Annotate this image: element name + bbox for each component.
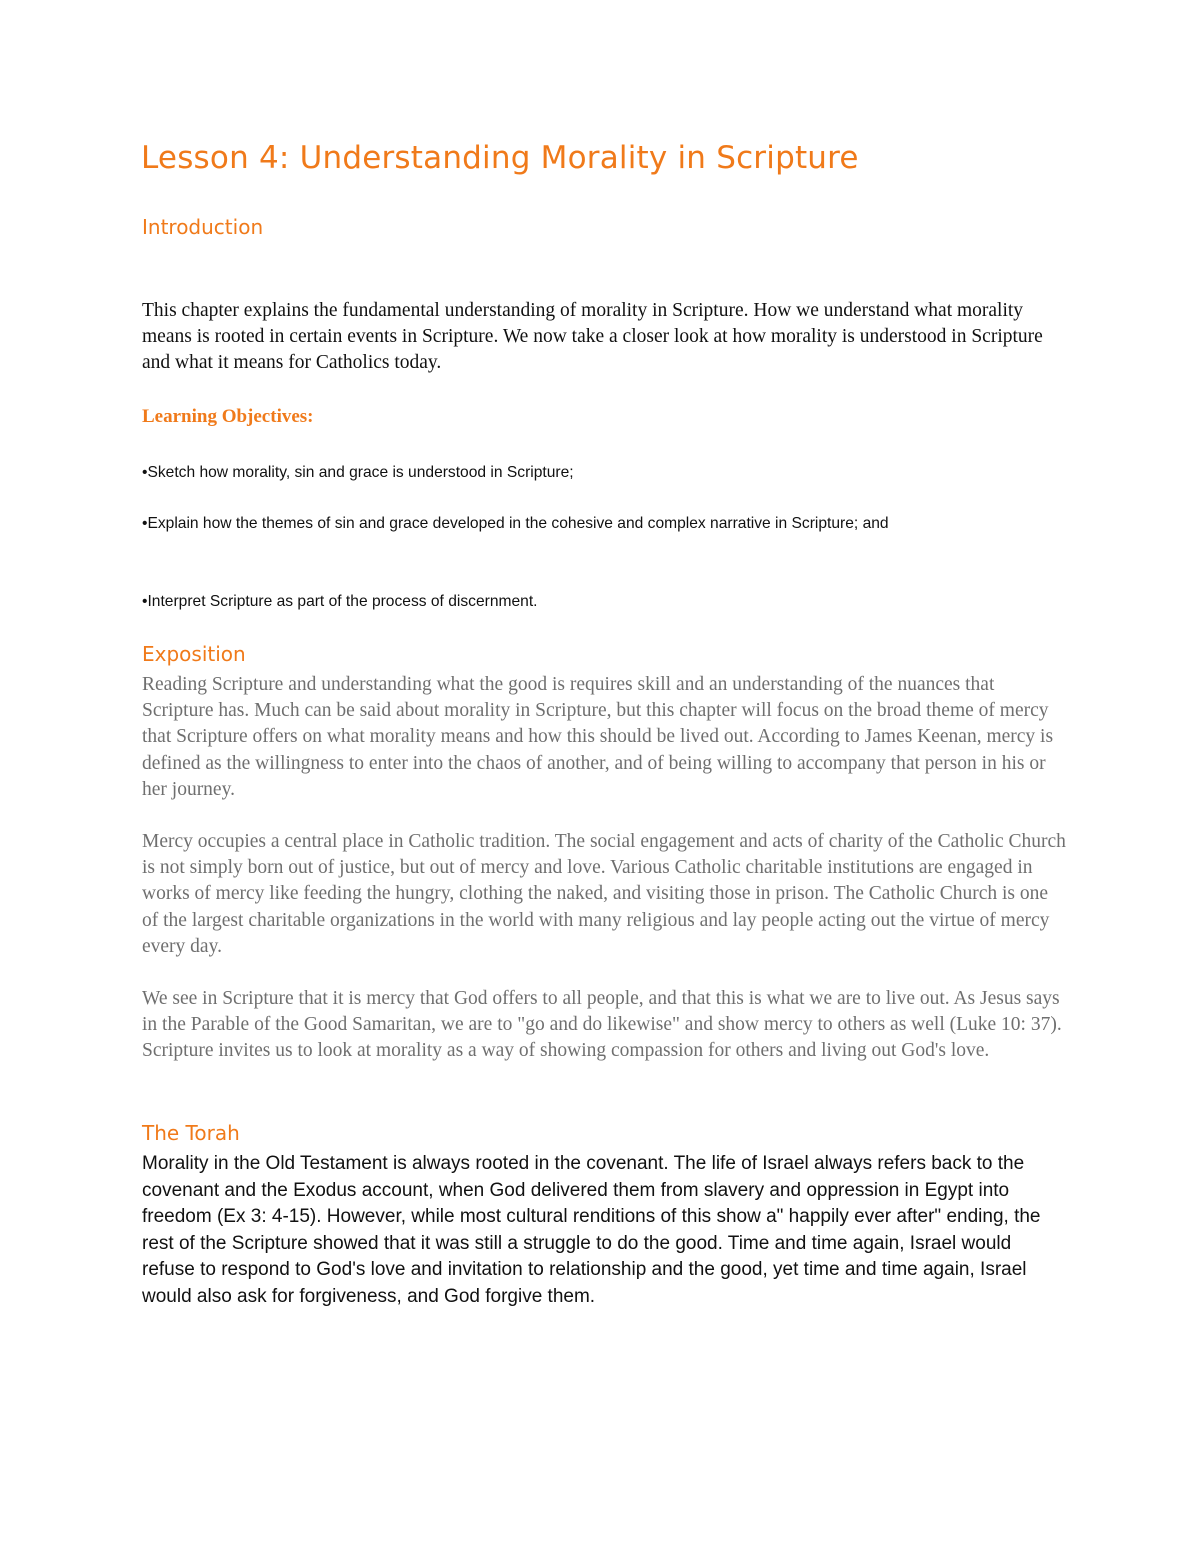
torah-heading: The Torah	[142, 1121, 240, 1145]
introduction-text: This chapter explains the fundamental understanding of morality in Scripture. How we understand what morality means is rooted in certain events in Scripture. We now take a closer look at how morality is understood in Scripture and what it means for Catholics today.	[142, 300, 1043, 374]
exposition-paragraph: Reading Scripture and understanding what the good is requires skill and an understanding of the nuances that Scripture has. Much can be said about morality in Scripture, but this chapter will focus on the broad theme of mercy that Scripture offers on what morality means and how this should be lived out. According to James Keenan, mercy is defined as the willingness to enter into the chaos of another, and of being willing to accompany that person in his or her journey.	[142, 674, 1054, 800]
learning-objectives-heading: Learning Objectives:	[142, 406, 314, 427]
exposition-paragraph: Mercy occupies a central place in Catholic tradition. The social engagement and acts of charity of the Catholic Church is not simply born out of justice, but out of mercy and love. Various Catholic charitable institutions are engaged in works of mercy like feeding the hungry, clothing the naked, and visiting those in prison. The Catholic Church is one of the largest charitable organizations in the world with many religious and lay people acting out the virtue of mercy every day.	[142, 831, 1066, 957]
exposition-paragraph: We see in Scripture that it is mercy that God offers to all people, and that this is what we are to live out. As Jesus says in the Parable of the Good Samaritan, we are to "go and do likewise" and show mercy to others as well (Luke 10: 37). Scripture invites us to look at morality as a way of showing compassion for others and living out God's love.	[142, 988, 1062, 1062]
objective-item: •Interpret Scripture as part of the process of discernment.	[142, 593, 538, 610]
exposition-heading: Exposition	[142, 642, 246, 666]
introduction-heading: Introduction	[142, 215, 264, 239]
objective-item: •Explain how the themes of sin and grace developed in the cohesive and complex narrative in Scripture; and	[142, 515, 889, 532]
lesson-title: Lesson 4: Understanding Morality in Scripture	[141, 140, 859, 176]
torah-text: Morality in the Old Testament is always rooted in the covenant. The life of Israel always refers back to the covenant and the Exodus account, when God delivered them from slavery and oppression in Egypt into freedom (Ex 3: 4-15). However, while most cultural renditions of this show a" happily ever after" ending, the rest of the Scripture showed that it was still a struggle to do the good. Time and time again, Israel would refuse to respond to God's love and invitation to relationship and the good, yet time and time again, Israel would also ask for forgiveness, and God forgive them.	[142, 1153, 1041, 1307]
objective-item: •Sketch how morality, sin and grace is understood in Scripture;	[142, 464, 574, 481]
